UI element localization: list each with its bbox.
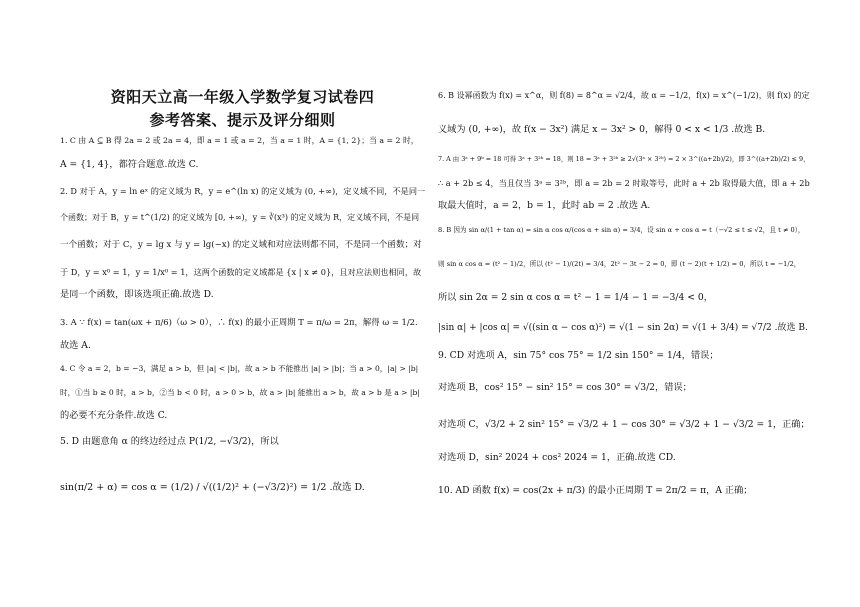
answer-line: 3. A ∵ f(x) = tan(ωx + π/6)（ω > 0），∴ f(x) 的最小正周期 T = π/ω = 2π，解得 ω = 1/2.: [60, 317, 418, 327]
answer-line: ∴ a + 2b ≤ 4，当且仅当 3ᵃ = 3²ᵇ，即 a = 2b = 2 时取等号，此时 a + 2b 取得最大值，即 a + 2b: [438, 178, 810, 188]
answer-line: 故选 A.: [60, 340, 91, 351]
answer-line: 2. D 对于 A，y = ln eˣ 的定义域为 R，y = e^(ln x) 的定义域为 (0, +∞)，定义域不同，不是同一: [60, 186, 426, 196]
answer-line: 1. C 由 A ⊆ B 得 2a = 2 或 2a = 4，即 a = 1 或 a = 2，当 a = 1 时，A = {1, 2}；当 a = 2 时，: [60, 136, 419, 145]
answer-line: 的必要不充分条件.故选 C.: [60, 410, 168, 421]
answer-line: A = {1, 4}，都符合题意.故选 C.: [60, 159, 199, 170]
answer-line: 是同一个函数，即该选项正确.故选 D.: [60, 289, 214, 300]
document-subtitle: 参考答案、提示及评分细则: [149, 111, 336, 129]
answer-line: 9. CD 对选项 A，sin 75° cos 75° = 1/2 sin 150° = 1/4，错误；: [438, 350, 719, 361]
answer-line: 则 sin α cos α = (t² − 1)/2，所以 (t² − 1)/(2t) = 3/4，2t² − 3t − 2 = 0，即 (t − 2)(t + 1/2) = 0，所以 t = −1/2，: [438, 260, 801, 268]
answer-line: 取最大值时，a = 2，b = 1，此时 ab = 2 .故选 A.: [438, 200, 651, 211]
answer-line: 对选项 D，sin² 2024 + cos² 2024 = 1，正确.故选 CD.: [438, 452, 676, 463]
answer-line: 义域为 (0, +∞)，故 f(x − 3x²) 满足 x − 3x² > 0，解得 0 < x < 1/3 .故选 B.: [438, 124, 766, 135]
answer-line: 4. C 令 a = 2，b = −3，满足 a > b，但 |a| < |b|，故 a > b 不能推出 |a| > |b|；当 a > 0，|a| > |b|: [60, 364, 419, 373]
answer-line: 个函数；对于 B，y = t^(1/2) 的定义域为 [0, +∞)，y = ∛(x³) 的定义域为 R，定义域不同，不是同: [60, 213, 420, 222]
answer-line: 一个函数；对于 C，y = lg x 与 y = lg(−x) 的定义域和对应法则都不同，不是同一个函数；对: [60, 240, 422, 250]
document-title: 资阳天立高一年级入学数学复习试卷四: [110, 88, 375, 106]
answer-line: 于 D，y = x⁰ = 1，y = 1/x⁰ = 1，这两个函数的定义域都是 {x | x ≠ 0}，且对应法则也相同，故: [60, 267, 422, 277]
answer-line: 7. A 由 3ᵃ + 9ᵇ = 18 可得 3ᵃ + 3²ᵇ = 18，则 18 = 3ᵃ + 3²ᵇ ≥ 2√(3ᵃ × 3²ᵇ) = 2 × 3^((a+2b)/2)，即 3^((a+2b)/2) ≤ 9，: [438, 155, 810, 163]
answer-line: 时，①当 b ≥ 0 时，a > b，②当 b < 0 时，a > 0 > b，故 a > |b| 能推出 a > b，故 a > b 是 a > |b|: [60, 388, 420, 397]
answer-line: 6. B 设幂函数为 f(x) = x^α，则 f(8) = 8^α = √2/4，故 α = −1/2，f(x) = x^(−1/2)，则 f(x) 的定: [438, 91, 810, 100]
answer-line: 8. B 因为 sin α/(1 + tan α) = sin α cos α/(cos α + sin α) = 3/4，设 sin α + cos α = t（−√2 ≤ t ≤ √2，且 t ≠ 0），: [438, 226, 805, 234]
answer-line: 5. D 由题意角 α 的终边经过点 P(1/2, −√3/2)，所以: [60, 436, 279, 447]
answer-line: sin(π/2 + α) = cos α = (1/2) / √((1/2)² + (−√3/2)²) = 1/2 .故选 D.: [60, 482, 365, 493]
answer-line: |sin α| + |cos α| = √((sin α − cos α)²) = √(1 − sin 2α) = √(1 + 3/4) = √7/2 .故选 B.: [438, 323, 808, 333]
answer-line: 所以 sin 2α = 2 sin α cos α = t² − 1 = 1/4 − 1 = −3/4 < 0，: [438, 292, 713, 303]
answer-line: 对选项 B，cos² 15° − sin² 15° = cos 30° = √3/2，错误；: [438, 382, 692, 393]
answer-line: 10. AD 函数 f(x) = cos(2x + π/3) 的最小正周期 T = 2π/2 = π，A 正确；: [438, 485, 753, 496]
answer-line: 对选项 C，√3/2 + 2 sin² 15° = √3/2 + 1 − cos 30° = √3/2 + 1 − √3/2 = 1，正确；: [438, 419, 810, 430]
